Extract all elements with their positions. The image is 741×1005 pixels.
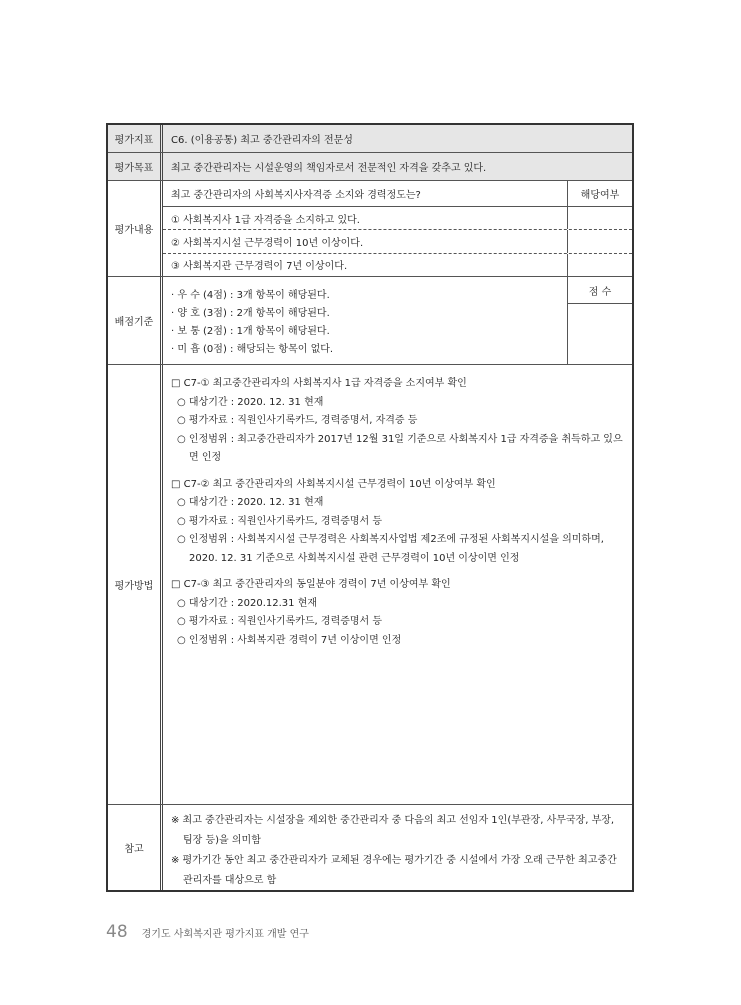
note-line: ※ 평가기간 동안 최고 중간관리자가 교체된 경우에는 평가기간 중 시설에서 가장 오래 근무한 최고중간관리자를 대상으로 함 — [171, 855, 617, 886]
method-line: ○ 평가자료 : 직원인사기록카드, 경력증명서 등 — [177, 515, 383, 527]
content-item — [163, 207, 632, 230]
note-line: ※ 최고 중간관리자는 시설장을 제외한 중간관리자 중 다음의 최고 선임자 1인(부관장, 사무국장, 부장, 팀장 등)을 의미함 — [171, 815, 615, 846]
applicable-cell — [567, 207, 632, 229]
score-header: 점 수 — [568, 277, 632, 304]
goal-row — [108, 153, 632, 181]
method-line: ○ 대상기간 : 2020. 12. 31 현재 — [177, 396, 324, 408]
applicable-header: 해당여부 — [567, 181, 632, 206]
indicator-text: C6. (이용공통) 최고 중간관리자의 전문성 — [163, 125, 632, 152]
method-block — [171, 576, 624, 650]
scoring-line: · 보 통 (2점) : 1개 항목이 해당된다. — [171, 326, 330, 337]
content-question: 최고 중간관리자의 사회복지사자격증 소지와 경력정도는? — [171, 190, 421, 202]
method-line: ○ 대상기간 : 2020. 12. 31 현재 — [177, 497, 324, 508]
goal-label: 평가목표 — [108, 153, 163, 180]
content-row — [108, 181, 632, 277]
method-line: ○ 인정범위 : 사회복지관 경력이 7년 이상이면 인정 — [177, 634, 402, 646]
note-content — [163, 805, 632, 890]
page-number: 48 — [106, 922, 128, 942]
scoring-label: 배점기준 — [108, 277, 163, 364]
method-label: 평가방법 — [108, 365, 163, 804]
method-row — [108, 365, 632, 805]
scoring-criteria — [163, 277, 567, 364]
method-block-title: □ C7-③ 최고 중간관리자의 동일분야 경력이 7년 이상여부 확인 — [171, 579, 451, 590]
method-content — [163, 365, 632, 804]
applicable-cell — [567, 254, 632, 276]
method-line: ○ 인정범위 : 사회복지시설 근무경력은 사회복지사업법 제2조에 규정된 사회복지시설을 의미하며, 2020. 12. 31 기준으로 사회복지시설 관련 근무경력이 10년 이상이면 인정 — [177, 534, 604, 564]
scoring-line: · 우 수 (4점) : 3개 항목이 해당된다. — [171, 290, 330, 301]
method-line: ○ 인정범위 : 최고중간관리자가 2017년 12월 31일 기준으로 사회복지사 1급 자격증을 취득하고 있으면 인정 — [177, 433, 623, 463]
footer-title: 경기도 사회복지관 평가지표 개발 연구 — [141, 929, 309, 940]
note-label: 참고 — [108, 805, 163, 890]
note-row — [108, 805, 632, 890]
applicable-cell — [567, 230, 632, 252]
method-line: ○ 평가자료 : 직원인사기록카드, 경력증명서 등 — [177, 616, 383, 627]
content-grid — [163, 181, 632, 276]
content-item-text: ③ 사회복지관 근무경력이 7년 이상이다. — [171, 261, 348, 273]
method-line: ○ 평가자료 : 직원인사기록카드, 경력증명서, 자격증 등 — [177, 415, 418, 426]
content-item — [163, 230, 632, 253]
scoring-line: · 미 흡 (0점) : 해당되는 항목이 없다. — [171, 344, 334, 355]
scoring-grid — [163, 277, 632, 364]
content-item-text: ① 사회복지사 1급 자격증을 소지하고 있다. — [171, 214, 360, 226]
method-block-title: □ C7-① 최고중간관리자의 사회복지사 1급 자격증을 소지여부 확인 — [171, 378, 467, 389]
method-line: ○ 대상기간 : 2020.12.31 현재 — [177, 597, 318, 609]
score-column — [567, 277, 632, 364]
evaluation-table — [106, 123, 634, 892]
content-label: 평가내용 — [108, 181, 163, 276]
indicator-row — [108, 125, 632, 153]
indicator-label: 평가지표 — [108, 125, 163, 152]
method-block-title: □ C7-② 최고 중간관리자의 사회복지시설 근무경력이 10년 이상여부 확인 — [171, 478, 496, 490]
goal-text: 최고 중간관리자는 시설운영의 책임자로서 전문적인 자격을 갖추고 있다. — [163, 153, 632, 180]
content-item-text: ② 사회복지시설 근무경력이 10년 이상이다. — [171, 238, 364, 250]
method-block — [171, 375, 624, 468]
content-question-line — [163, 181, 632, 207]
scoring-line: · 양 호 (3점) : 2개 항목이 해당된다. — [171, 308, 330, 319]
scoring-row — [108, 277, 632, 365]
page-footer — [106, 922, 309, 942]
method-block — [171, 476, 624, 569]
content-item — [163, 254, 632, 276]
